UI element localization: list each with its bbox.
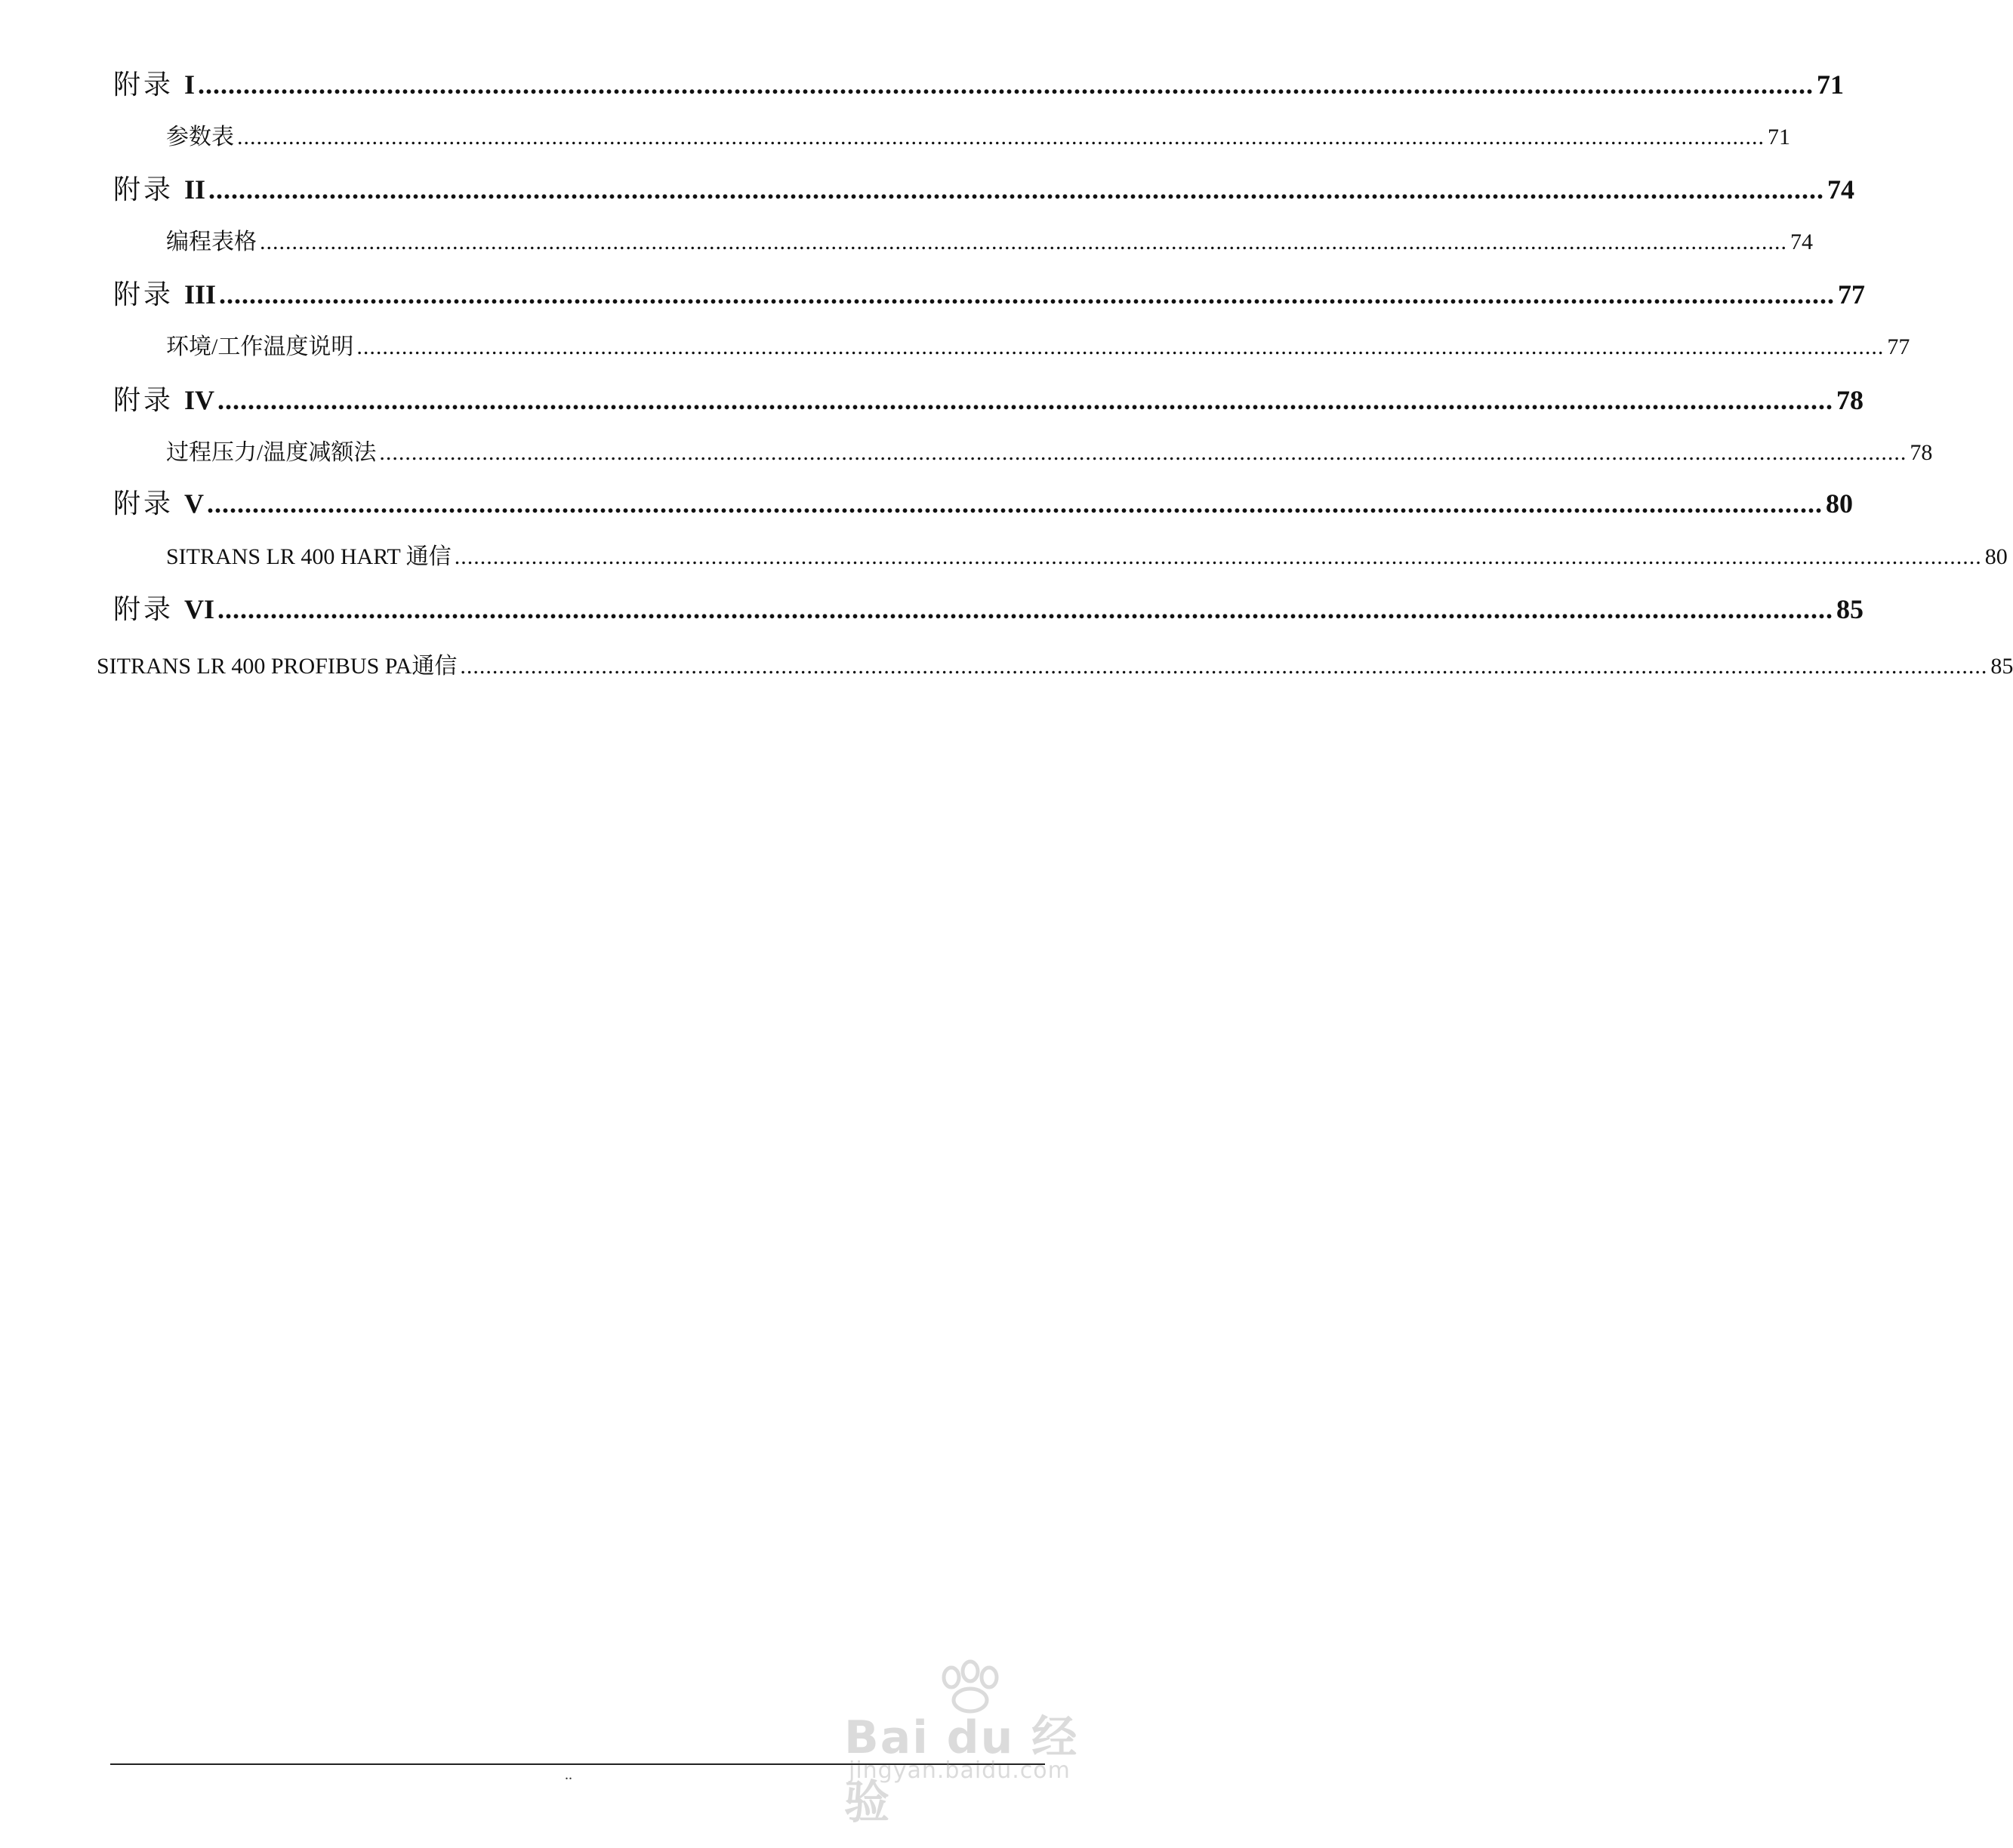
leader-dots: ...................................................................................................................................................................................................................... <box>217 385 1834 415</box>
leader-dots: ...................................................................................................................................................................................................................... <box>219 279 1836 310</box>
appendix-prefix: 附录 <box>113 174 174 205</box>
appendix-prefix: 附录 <box>113 488 174 519</box>
page-number: 78 <box>1910 440 1933 465</box>
leader-dots: .............................................................................................................................................................................................................................................. <box>356 334 1885 359</box>
page-number: 80 <box>1984 544 2008 569</box>
toc-entry-hart-communication[interactable] <box>166 537 2008 569</box>
toc-entry-programming-form[interactable] <box>166 223 1813 254</box>
appendix-numeral: V <box>184 488 205 519</box>
appendix-prefix: 附录 <box>113 385 174 415</box>
appendix-prefix: 附录 <box>113 279 174 310</box>
page-number: 80 <box>1826 488 1854 519</box>
entry-title: 过程压力/温度减额法 <box>166 440 377 465</box>
leader-dots: .............................................................................................................................................................................................................................................. <box>379 440 1907 465</box>
page-number: 77 <box>1887 334 1910 359</box>
leader-dots: .............................................................................................................................................................................................................................................. <box>460 654 1988 679</box>
appendix-prefix: 附录 <box>113 594 174 624</box>
toc-appendix-3[interactable] <box>113 273 1866 310</box>
watermark-url: jingyan.baidu.com <box>849 1757 1071 1784</box>
leader-dots: ...................................................................................................................................................................................................................... <box>207 488 1823 519</box>
page-number: 74 <box>1790 229 1813 254</box>
leader-dots: .............................................................................................................................................................................................................................................. <box>454 544 1982 569</box>
leader-dots: ...................................................................................................................................................................................................................... <box>217 594 1834 624</box>
page-number: 71 <box>1768 125 1790 149</box>
page-number: 77 <box>1838 279 1866 310</box>
leader-dots: ...................................................................................................................................................................................................................... <box>198 69 1814 100</box>
toc-entry-pressure-temperature-derating[interactable] <box>166 433 1933 465</box>
page-number: 74 <box>1827 174 1855 205</box>
footer-page-mark: .. <box>565 1766 572 1783</box>
leader-dots: .............................................................................................................................................................................................................................................. <box>260 229 1787 254</box>
entry-title: 编程表格 <box>166 229 257 254</box>
toc-entry-environment-temperature[interactable] <box>166 328 1910 359</box>
appendix-prefix: 附录 <box>113 69 174 100</box>
toc-appendix-4[interactable] <box>113 379 1864 415</box>
appendix-numeral: I <box>184 69 196 100</box>
page-number: 78 <box>1836 385 1864 415</box>
entry-title: SITRANS LR 400 HART 通信 <box>166 544 452 569</box>
appendix-numeral: IV <box>184 385 215 415</box>
toc-appendix-5[interactable] <box>113 482 1854 519</box>
watermark-brand: Bai du 经验 <box>844 1711 1079 1829</box>
appendix-numeral: III <box>184 279 217 310</box>
entry-title: 参数表 <box>166 125 234 149</box>
leader-dots: .............................................................................................................................................................................................................................................. <box>237 125 1765 149</box>
appendix-numeral: VI <box>184 594 215 624</box>
toc-entry-profibus-communication[interactable] <box>97 647 2013 679</box>
page-number: 71 <box>1817 69 1845 100</box>
toc-appendix-1[interactable] <box>113 63 1845 100</box>
entry-title: SITRANS LR 400 PROFIBUS PA通信 <box>97 654 458 679</box>
toc-appendix-6[interactable] <box>113 588 1864 624</box>
page-number: 85 <box>1990 654 2013 679</box>
appendix-numeral: II <box>184 174 206 205</box>
page-number: 85 <box>1836 594 1864 624</box>
baidu-jingyan-watermark <box>838 1661 1125 1829</box>
leader-dots: ...................................................................................................................................................................................................................... <box>208 174 1825 205</box>
toc-appendix-2[interactable] <box>113 168 1855 205</box>
entry-title: 环境/工作温度说明 <box>166 334 354 359</box>
toc-entry-parameter-table[interactable] <box>166 118 1790 149</box>
